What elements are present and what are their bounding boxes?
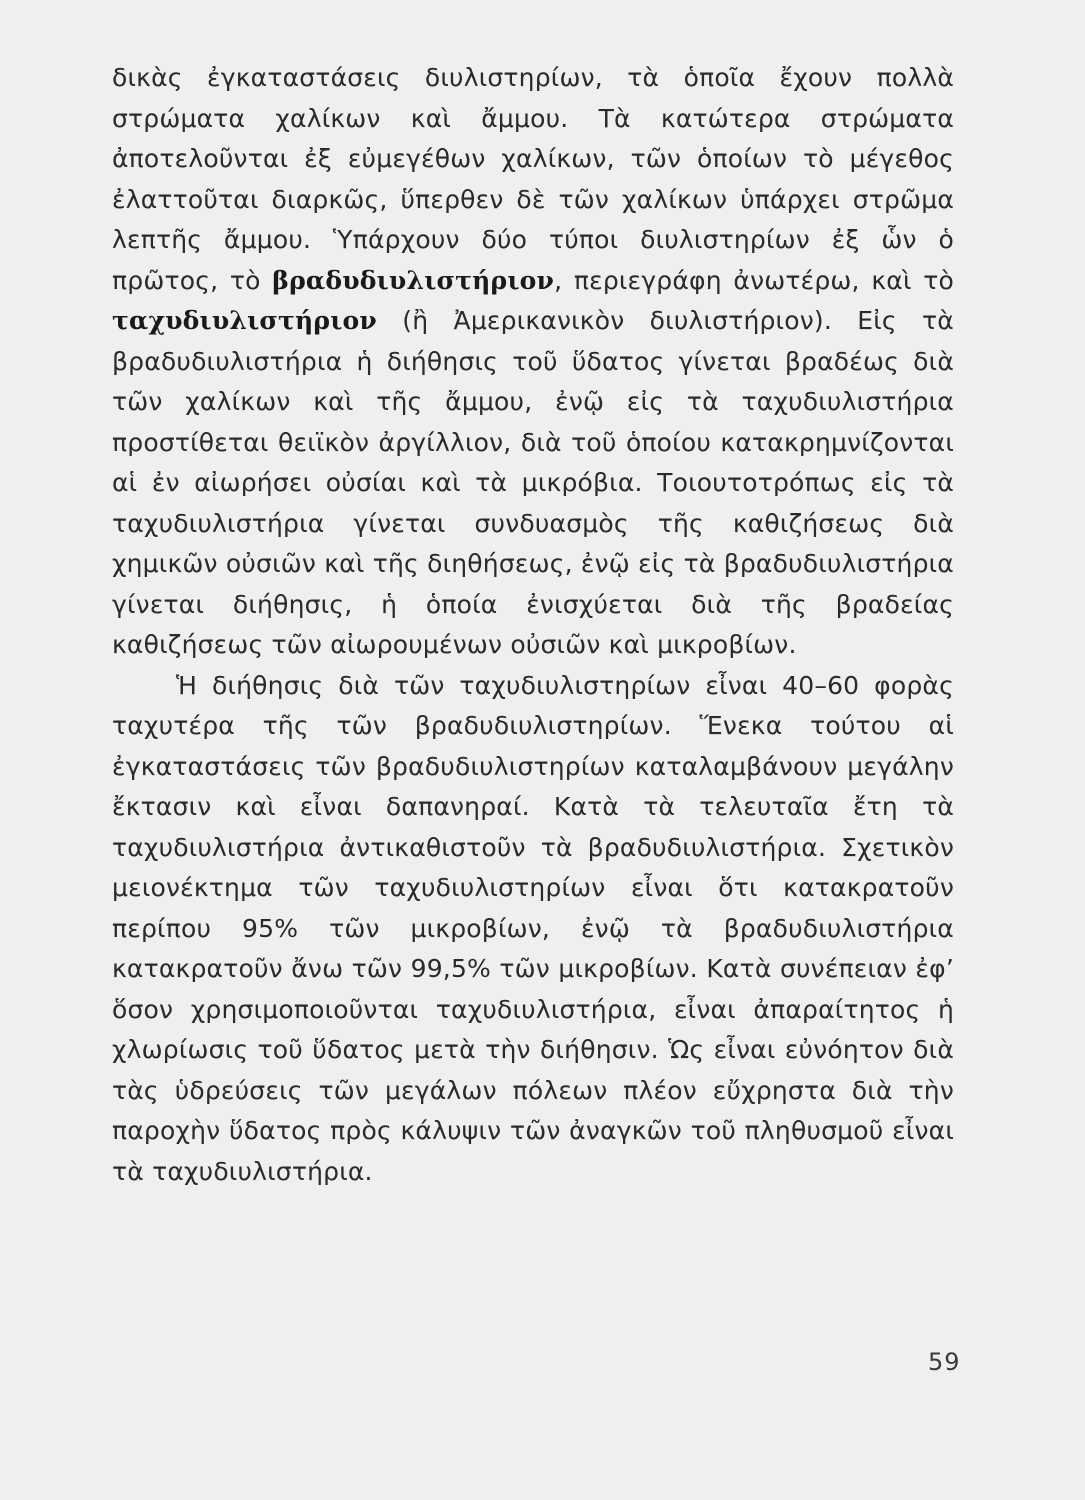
text-segment: (ἢ Ἀμερικανικὸν διυλιστήριον). Εἰς τὰ βραδυδιυλιστήρια ἡ διήθησις τοῦ ὕδατος γίνεται βραδέως διὰ τῶν χαλίκων καὶ τῆς ἄμμου, ἐνῷ εἰς τὰ ταχυδιυλιστήρια προστίθεται θειϊκὸν ἀργίλλιον, διὰ τοῦ ὁποίου κατακρημνίζονται αἱ ἐν αἰωρήσει οὐσίαι καὶ τὰ μικρόβια. Τοιουτοτρόπως εἰς τὰ ταχυδιυλιστήρια γίνεται συνδυασμὸς τῆς καθιζήσεως διὰ χημικῶν οὐσιῶν καὶ τῆς διηθήσεως, ἐνῷ εἰς τὰ βραδυδιυλιστήρια γίνεται διήθησις, ἡ ὁποία ἐνισχύεται διὰ τῆς βραδείας καθιζήσεως τῶν αἰωρουμένων οὐσιῶν καὶ μικροβίων. [112, 306, 954, 659]
text-segment: Ἡ διήθησις διὰ τῶν ταχυδιυλιστηρίων εἶναι 40–60 φορὰς ταχυτέρα τῆς τῶν βραδυδιυλιστηρίων. Ἕνεκα τούτου αἱ ἐγκαταστάσεις τῶν βραδυδιυλιστηρίων καταλαμβάνουν μεγάλην ἔκτασιν καὶ εἶναι δαπανηραί. Κατὰ τὰ τελευταῖα ἔτη τὰ ταχυδιυλιστήρια ἀντικαθιστοῦν τὰ βραδυδιυλιστήρια. Σχετικὸν μειονέκτημα τῶν ταχυδιυλιστηρίων εἶναι ὅτι κατακρατοῦν περίπου 95% τῶν μικροβίων, ἐνῷ τὰ βραδυδιυλιστήρια κατακρατοῦν ἄνω τῶν 99,5% τῶν μικροβίων. Κατὰ συνέπειαν ἐφ’ ὅσον χρησιμοποιοῦνται ταχυδιυλιστήρια, εἶναι ἀπαραίτητος ἡ χλωρίωσις τοῦ ὕδατος μετὰ τὴν διήθησιν. Ὡς εἶναι εὐνόητον διὰ τὰς ὑδρεύσεις τῶν μεγάλων πόλεων πλέον εὔχρηστα διὰ τὴν παροχὴν ὕδατος πρὸς κάλυψιν τῶν ἀναγκῶν τοῦ πληθυσμοῦ εἶναι τὰ ταχυδιυλιστήρια. [112, 670, 954, 1186]
term-tachydiylistirion: ταχυδιυλιστήριον [112, 306, 377, 335]
paragraph-2 [112, 666, 954, 1193]
body-text [112, 58, 954, 1192]
text-segment: , περιεγράφη ἀνωτέρω, καὶ τὸ [554, 265, 955, 295]
page-number: 59 [928, 1348, 961, 1376]
text-segment: δικὰς ἐγκαταστάσεις διυλιστηρίων, τὰ ὁποῖα ἔχουν πολλὰ στρώματα χαλίκων καὶ ἄμμου. Τὰ κατώτερα στρώματα ἀποτελοῦνται ἐξ εὐμεγέθων χαλίκων, τῶν ὁποίων τὸ μέγεθος ἐλαττοῦται διαρκῶς, ὕπερθεν δὲ τῶν χαλίκων ὑπάρχει στρῶμα λεπτῆς ἄμμου. Ὑπάρχουν δύο τύποι διυλιστηρίων ἐξ ὧν ὁ πρῶτος, τὸ [112, 63, 954, 295]
term-bradydiylistirion: βραδυδιυλιστήριον [272, 265, 555, 295]
paragraph-1 [112, 58, 954, 666]
